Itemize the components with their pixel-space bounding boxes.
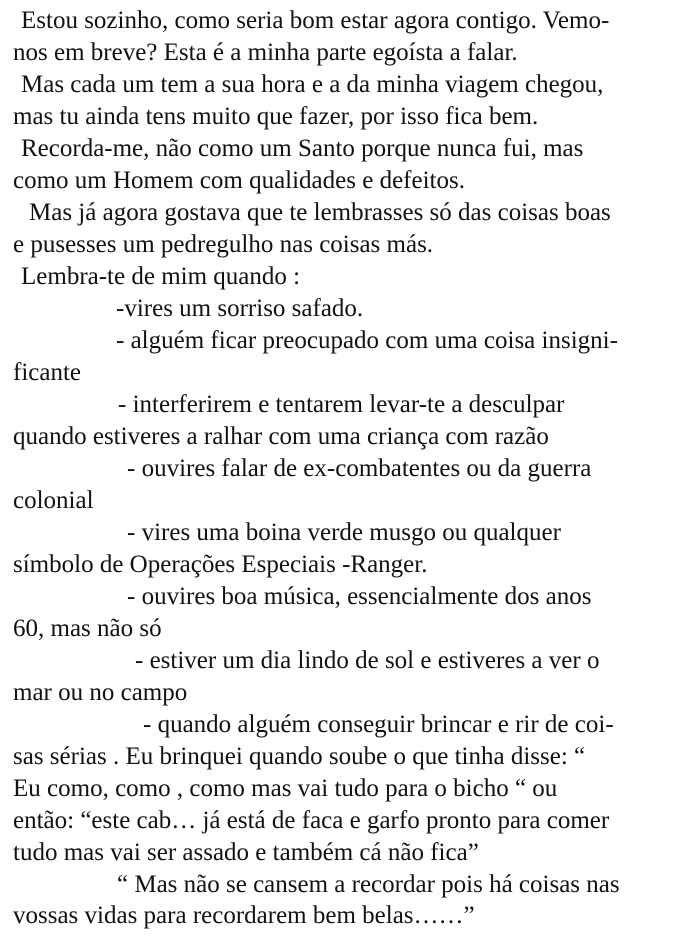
text-line-1: Estou sozinho, como seria bom estar agora contigo. Vemo- (21, 7, 610, 34)
text-line-20: 60, mas não só (13, 615, 162, 642)
text-line-8: e pusesses um pedregulho nas coisas más. (13, 231, 434, 258)
text-line-14: quando estiveres a ralhar com uma criança com razão (13, 423, 549, 450)
text-line-7: Mas já agora gostava que te lembrasses só das coisas boas (29, 199, 611, 226)
text-line-15: - ouvires falar de ex-combatentes ou da guerra (127, 455, 592, 482)
text-line-13: - interferirem e tentarem levar-te a desculpar (118, 391, 565, 418)
text-line-2: nos em breve? Esta é a minha parte egoísta a falar. (13, 39, 518, 66)
text-line-4: mas tu ainda tens muito que fazer, por isso fica bem. (13, 103, 539, 130)
text-line-24: sas sérias . Eu brinquei quando soube o que tinha disse: “ (13, 743, 586, 770)
text-line-17: - vires uma boina verde musgo ou qualquer (127, 519, 561, 546)
text-line-16: colonial (13, 487, 94, 514)
text-line-29: vossas vidas para recordarem bem belas……” (13, 902, 475, 929)
text-line-9: Lembra-te de mim quando : (21, 263, 301, 290)
text-line-19: - ouvires boa música, essencialmente dos anos (127, 583, 592, 610)
text-line-23: - quando alguém conseguir brincar e rir de coi- (143, 711, 614, 738)
text-line-3: Mas cada um tem a sua hora e a da minha viagem chegou, (21, 71, 604, 98)
text-line-27: tudo mas vai ser assado e também cá não fica” (13, 839, 479, 866)
text-line-28: “ Mas não se cansem a recordar pois há coisas nas (117, 871, 620, 898)
text-line-10: -vires um sorriso safado. (116, 295, 364, 322)
text-line-18: símbolo de Operações Especiais -Ranger. (13, 551, 428, 578)
text-line-5: Recorda-me, não como um Santo porque nunca fui, mas (21, 135, 584, 162)
text-line-11: - alguém ficar preocupado com uma coisa insigni- (116, 327, 618, 354)
text-line-6: como um Homem com qualidades e defeitos. (13, 167, 465, 194)
text-line-22: mar ou no campo (13, 679, 188, 706)
text-line-26: então: “este cab… já está de faca e garfo pronto para comer (13, 807, 610, 834)
text-line-12: ficante (13, 359, 82, 386)
text-line-25: Eu como, como , como mas vai tudo para o bicho “ ou (13, 775, 558, 802)
text-line-21: - estiver um dia lindo de sol e estiveres a ver o (135, 647, 600, 674)
